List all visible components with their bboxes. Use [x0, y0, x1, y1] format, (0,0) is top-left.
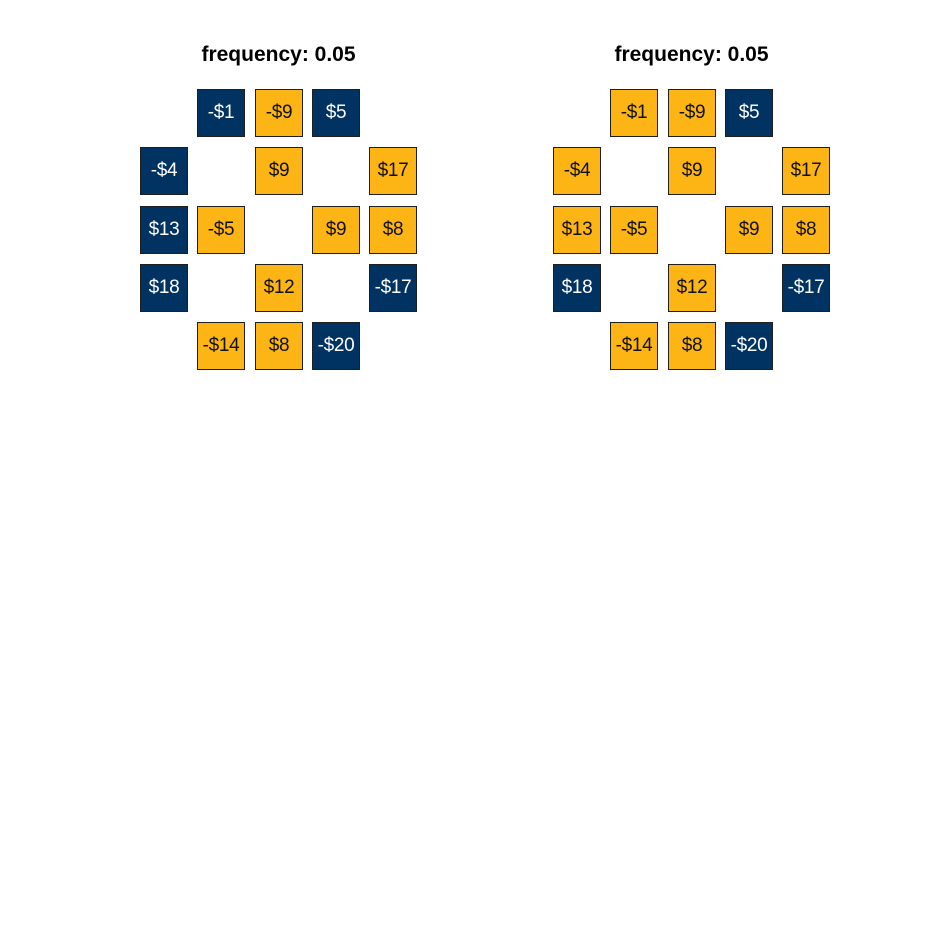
- tile[interactable]: $9: [668, 147, 716, 195]
- tile[interactable]: -$5: [610, 206, 658, 254]
- tile[interactable]: -$9: [668, 89, 716, 137]
- tile[interactable]: $8: [668, 322, 716, 370]
- tile[interactable]: $17: [369, 147, 417, 195]
- tile[interactable]: -$1: [197, 89, 245, 137]
- tile[interactable]: $13: [140, 206, 188, 254]
- tile[interactable]: $18: [140, 264, 188, 312]
- tile[interactable]: $9: [312, 206, 360, 254]
- tile[interactable]: $5: [725, 89, 773, 137]
- tile[interactable]: $8: [255, 322, 303, 370]
- tile[interactable]: $17: [782, 147, 830, 195]
- tile[interactable]: $8: [782, 206, 830, 254]
- right-panel: [469, 0, 938, 938]
- tile[interactable]: -$4: [553, 147, 601, 195]
- tile[interactable]: -$14: [610, 322, 658, 370]
- tile[interactable]: $9: [255, 147, 303, 195]
- tile[interactable]: -$17: [369, 264, 417, 312]
- tile[interactable]: $18: [553, 264, 601, 312]
- tile[interactable]: -$17: [782, 264, 830, 312]
- tile[interactable]: -$14: [197, 322, 245, 370]
- panel-title: frequency: 0.05: [614, 43, 769, 66]
- tile[interactable]: $12: [668, 264, 716, 312]
- tile[interactable]: -$9: [255, 89, 303, 137]
- tile[interactable]: $13: [553, 206, 601, 254]
- tile[interactable]: -$4: [140, 147, 188, 195]
- tile[interactable]: -$20: [725, 322, 773, 370]
- panel-title: frequency: 0.05: [201, 43, 356, 66]
- tile[interactable]: $8: [369, 206, 417, 254]
- tile[interactable]: -$5: [197, 206, 245, 254]
- tile[interactable]: $12: [255, 264, 303, 312]
- tile[interactable]: $5: [312, 89, 360, 137]
- tile[interactable]: -$20: [312, 322, 360, 370]
- tile[interactable]: $9: [725, 206, 773, 254]
- tile[interactable]: -$1: [610, 89, 658, 137]
